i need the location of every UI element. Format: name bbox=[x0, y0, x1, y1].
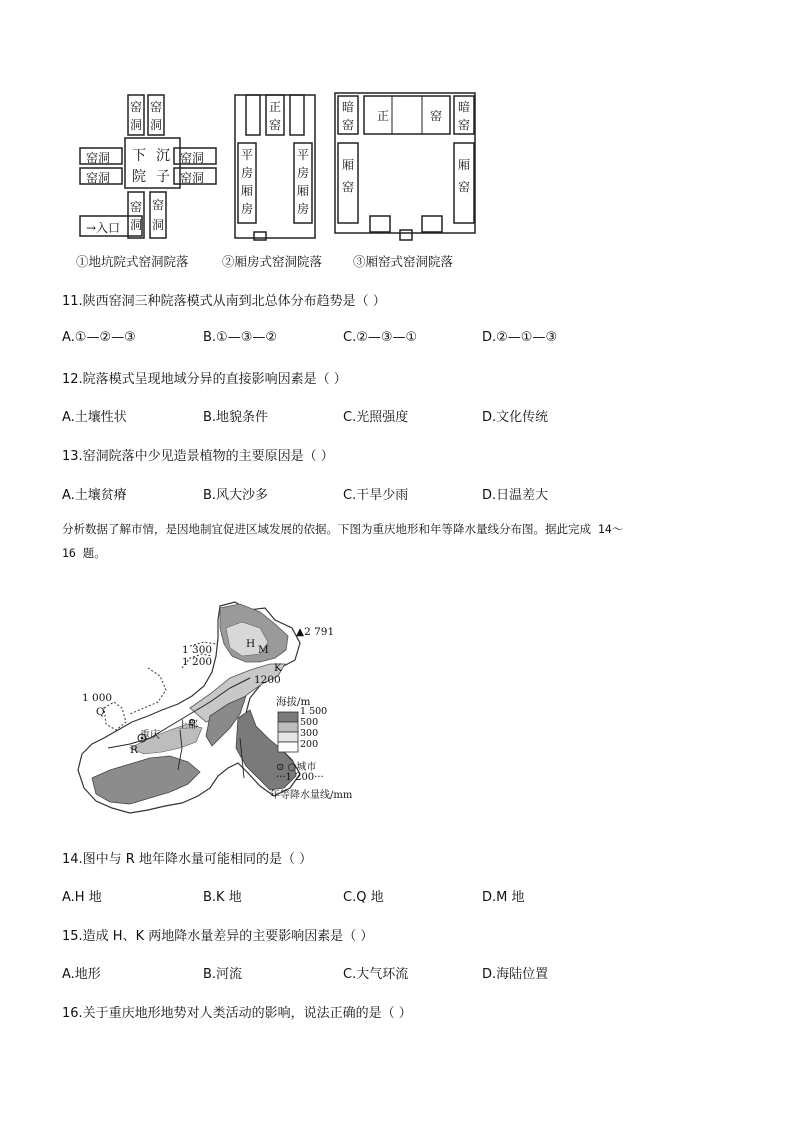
fig3-right-1: 厢 bbox=[458, 158, 471, 172]
fig3-left-1: 厢 bbox=[342, 158, 355, 172]
q11-option-b[interactable]: B.①—③—② bbox=[203, 330, 278, 345]
question-11: 11.陕西窑洞三种院落模式从南到北总体分布趋势是（ ） bbox=[62, 294, 386, 309]
q12-option-c[interactable]: C.光照强度 bbox=[343, 410, 409, 425]
map-label-r: R bbox=[130, 744, 138, 756]
question-14: 14.图中与 R 地年降水量可能相同的是（ ） bbox=[62, 852, 313, 867]
fig1-center-3: 院 bbox=[132, 169, 146, 185]
map-legend-300: 300 bbox=[300, 728, 319, 739]
fig3-top-2: 窑 bbox=[430, 109, 443, 123]
map-city-shangdu: 上都 bbox=[178, 720, 198, 731]
map-iso-1200b: 1200 bbox=[254, 674, 281, 686]
fig1-cell-bl-2: 洞 bbox=[130, 218, 143, 232]
map-iso-1000: 1 000 bbox=[82, 692, 113, 704]
q14-option-a[interactable]: A.H 地 bbox=[62, 890, 102, 905]
fig2-left-1: 平 bbox=[241, 148, 254, 162]
fig1-cell-tl-1: 窑 bbox=[130, 100, 143, 114]
fig3-tr-2: 窑 bbox=[458, 118, 471, 132]
q14-option-c[interactable]: C.Q 地 bbox=[343, 890, 384, 905]
intro-line-2: 16 题。 bbox=[62, 546, 106, 560]
fig2-top-2: 窑 bbox=[269, 118, 282, 132]
map-iso-1300: 1 300 bbox=[182, 644, 213, 656]
q11-option-c[interactable]: C.②—③—① bbox=[343, 330, 418, 345]
q11-option-d[interactable]: D.②—①—③ bbox=[482, 330, 558, 345]
question-15: 15.造成 H、K 两地降水量差异的主要影响因素是（ ） bbox=[62, 929, 374, 944]
fig3-tl-1: 暗 bbox=[342, 100, 355, 114]
fig1-cell-tr-2: 洞 bbox=[150, 118, 163, 132]
q12-option-b[interactable]: B.地貌条件 bbox=[203, 410, 269, 425]
fig1-cell-r1: 窑洞 bbox=[180, 151, 205, 165]
q14-option-d[interactable]: D.M 地 bbox=[482, 890, 525, 905]
q13-option-a[interactable]: A.土壤贫瘠 bbox=[62, 488, 127, 503]
map-legend-1500: 1 500 bbox=[300, 706, 328, 717]
fig3-top-1: 正 bbox=[377, 109, 390, 123]
courtyard-diagrams bbox=[70, 88, 490, 273]
fig1-cell-br-1: 窑 bbox=[152, 198, 165, 212]
fig1-center-1: 下 bbox=[132, 148, 146, 164]
map-legend-iso: ···1 200··· bbox=[276, 772, 324, 783]
map-legend-city: ⊙ ○城市 bbox=[276, 762, 317, 773]
q12-option-a[interactable]: A.土壤性状 bbox=[62, 410, 127, 425]
fig1-cell-br-2: 洞 bbox=[152, 218, 165, 232]
fig1-center-2: 沉 bbox=[156, 148, 170, 164]
fig2-right-2: 房 bbox=[297, 166, 310, 180]
map-peak: ▲2 791 bbox=[296, 626, 335, 638]
fig1-cell-bl-1: 窑 bbox=[130, 200, 143, 214]
fig1-entrance: →入口 bbox=[86, 221, 121, 235]
map-city-chongqing: 重庆 bbox=[140, 730, 160, 741]
fig3-right-2: 窑 bbox=[458, 180, 471, 194]
caption-2: ②厢房式窑洞院落 bbox=[222, 254, 323, 269]
caption-3: ③厢窑式窑洞院落 bbox=[353, 254, 454, 269]
q15-option-c[interactable]: C.大气环流 bbox=[343, 967, 409, 982]
fig1-cell-l1: 窑洞 bbox=[86, 151, 111, 165]
fig3-tl-2: 窑 bbox=[342, 118, 355, 132]
intro-line-1: 分析数据了解市情，是因地制宜促进区域发展的依据。下图为重庆地形和年等降水量线分布图。据此完成 14～ bbox=[62, 522, 624, 536]
q13-option-c[interactable]: C.干旱少雨 bbox=[343, 488, 409, 503]
fig2-right-4: 房 bbox=[297, 202, 310, 216]
q15-option-b[interactable]: B.河流 bbox=[203, 967, 243, 982]
fig1-center-4: 子 bbox=[156, 169, 170, 185]
fig2-top-1: 正 bbox=[269, 100, 282, 114]
fig2-left-2: 房 bbox=[241, 166, 254, 180]
question-12: 12.院落模式呈现地域分异的直接影响因素是（ ） bbox=[62, 372, 347, 387]
map-label-h: H bbox=[246, 638, 256, 650]
chongqing-map bbox=[70, 598, 370, 828]
map-label-m: M bbox=[258, 644, 269, 656]
q11-option-a[interactable]: A.①—②—③ bbox=[62, 330, 136, 345]
map-legend-iso-label: 年等降水量线/mm bbox=[270, 790, 353, 801]
fig3-tr-1: 暗 bbox=[458, 100, 471, 114]
map-legend-500: 500 bbox=[300, 717, 319, 728]
q13-option-b[interactable]: B.风大沙多 bbox=[203, 488, 269, 503]
map-legend-200: 200 bbox=[300, 739, 319, 750]
q14-option-b[interactable]: B.K 地 bbox=[203, 890, 242, 905]
map-iso-1200: 1 200 bbox=[182, 656, 213, 668]
fig1-cell-r2: 窑洞 bbox=[180, 171, 205, 185]
q13-option-d[interactable]: D.日温差大 bbox=[482, 488, 549, 503]
fig1-cell-tr-1: 窑 bbox=[150, 100, 163, 114]
fig2-right-3: 厢 bbox=[297, 184, 310, 198]
map-legend-title: 海拔/m bbox=[276, 696, 311, 708]
question-16: 16.关于重庆地形地势对人类活动的影响，说法正确的是（ ） bbox=[62, 1006, 412, 1021]
q12-option-d[interactable]: D.文化传统 bbox=[482, 410, 549, 425]
fig1-cell-l2: 窑洞 bbox=[86, 171, 111, 185]
question-13: 13.窑洞院落中少见造景植物的主要原因是（ ） bbox=[62, 449, 334, 464]
fig3-left-2: 窑 bbox=[342, 180, 355, 194]
q15-option-a[interactable]: A.地形 bbox=[62, 967, 101, 982]
q15-option-d[interactable]: D.海陆位置 bbox=[482, 967, 549, 982]
map-label-k: K bbox=[274, 662, 282, 674]
fig1-cell-tl-2: 洞 bbox=[130, 118, 143, 132]
map-label-q: Q bbox=[96, 706, 105, 718]
fig2-left-4: 房 bbox=[241, 202, 254, 216]
caption-1: ①地坑院式窑洞院落 bbox=[76, 254, 189, 269]
fig2-right-1: 平 bbox=[297, 148, 310, 162]
fig2-left-3: 厢 bbox=[241, 184, 254, 198]
